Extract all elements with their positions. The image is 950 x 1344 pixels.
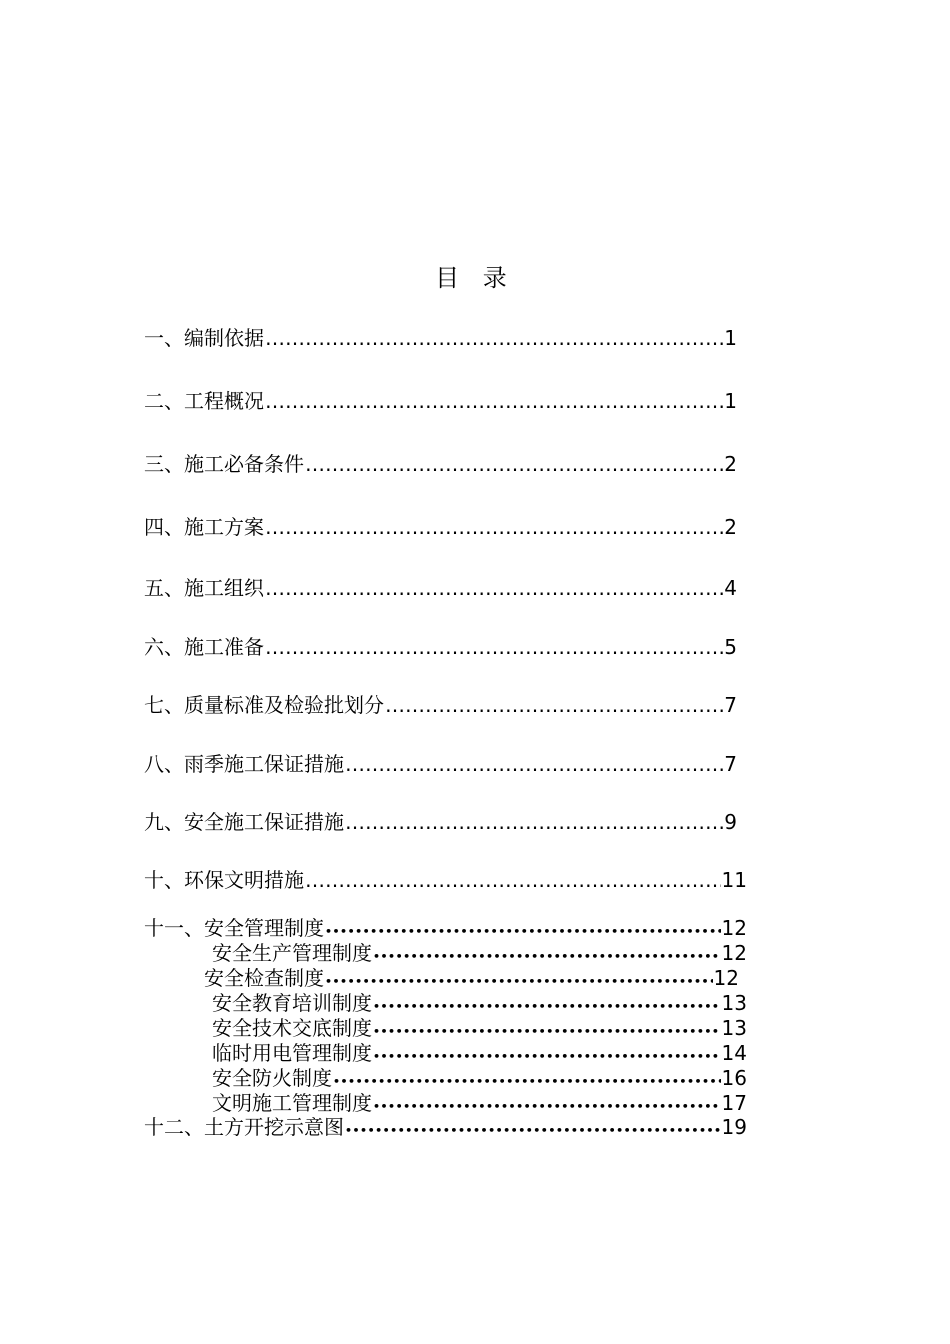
- toc-subentry[interactable]: [212, 1016, 747, 1041]
- toc-entry-text: 十二、土方开挖示意图: [144, 1115, 344, 1139]
- toc-subentry[interactable]: [212, 1066, 747, 1091]
- toc-entry[interactable]: [144, 574, 737, 602]
- toc-leader: [373, 991, 721, 1016]
- toc-leader: [265, 574, 723, 602]
- toc-page-number: 1: [724, 326, 737, 350]
- toc-entry-text: 八、雨季施工保证措施: [144, 752, 344, 776]
- toc-page-number: 12: [713, 966, 739, 990]
- toc-subentry[interactable]: [212, 1091, 747, 1116]
- toc-entry-text: 五、施工组织: [144, 576, 264, 600]
- toc-leader: [373, 941, 721, 966]
- toc-leader: [345, 1115, 721, 1140]
- toc-page-number: 2: [724, 452, 737, 476]
- toc-page-number: 9: [724, 810, 737, 834]
- toc-page-number: 13: [721, 991, 747, 1015]
- toc-entry-text: 七、质量标准及检验批划分: [144, 693, 384, 717]
- toc-page-number: 5: [724, 635, 737, 659]
- toc-page-number: 19: [721, 1115, 747, 1139]
- toc-page-number: 16: [721, 1066, 747, 1090]
- toc-leader: [265, 324, 723, 352]
- toc-subentry[interactable]: [204, 966, 739, 991]
- toc-leader: [265, 633, 723, 661]
- toc-entry[interactable]: [144, 513, 737, 541]
- toc-entry-text: 安全检查制度: [204, 966, 324, 990]
- toc-page-number: 12: [721, 941, 747, 965]
- toc-leader: [265, 513, 723, 541]
- toc-entry[interactable]: [144, 450, 737, 478]
- toc-leader: [373, 1016, 721, 1041]
- toc-leader: [325, 966, 713, 991]
- toc-page-number: 14: [721, 1041, 747, 1065]
- toc-entry-text: 九、安全施工保证措施: [144, 810, 344, 834]
- toc-entry-text: 安全教育培训制度: [212, 991, 372, 1015]
- toc-entry[interactable]: [144, 916, 747, 941]
- toc-leader: [305, 450, 723, 478]
- toc-entry-text: 临时用电管理制度: [212, 1041, 372, 1065]
- toc-leader: [325, 916, 721, 941]
- toc-entry-text: 四、施工方案: [144, 515, 264, 539]
- toc-entry[interactable]: [144, 691, 737, 719]
- toc-entry[interactable]: [144, 750, 737, 778]
- toc-entry-text: 安全防火制度: [212, 1066, 332, 1090]
- toc-leader: [385, 691, 723, 719]
- toc-entry[interactable]: [144, 1115, 747, 1140]
- toc-leader: [373, 1091, 721, 1116]
- toc-entry-text: 六、施工准备: [144, 635, 264, 659]
- toc-page-number: 12: [721, 916, 747, 940]
- toc-entry[interactable]: [144, 633, 737, 661]
- toc-leader: [265, 387, 723, 415]
- toc-leader: [345, 750, 723, 778]
- toc-page-number: 4: [724, 576, 737, 600]
- toc-leader: [345, 808, 723, 836]
- toc-page-number: 7: [724, 693, 737, 717]
- toc-leader: [305, 866, 721, 894]
- toc-page-number: 17: [721, 1091, 747, 1115]
- toc-entry-text: 十一、安全管理制度: [144, 916, 324, 940]
- toc-subentry[interactable]: [212, 941, 747, 966]
- toc-entry-text: 安全技术交底制度: [212, 1016, 372, 1040]
- toc-page-number: 1: [724, 389, 737, 413]
- toc-title: 目 录: [435, 264, 515, 292]
- toc-leader: [373, 1041, 721, 1066]
- toc-page-number: 2: [724, 515, 737, 539]
- toc-entry[interactable]: [144, 324, 737, 352]
- toc-page-number: 13: [721, 1016, 747, 1040]
- toc-subentry[interactable]: [212, 1041, 747, 1066]
- toc-page-number: 11: [721, 868, 747, 892]
- toc-entry-text: 安全生产管理制度: [212, 941, 372, 965]
- toc-entry-text: 十、环保文明措施: [144, 868, 304, 892]
- toc-entry-text: 三、施工必备条件: [144, 452, 304, 476]
- toc-subentry[interactable]: [212, 991, 747, 1016]
- toc-entry-text: 文明施工管理制度: [212, 1091, 372, 1115]
- toc-entry[interactable]: [144, 387, 737, 415]
- toc-page-number: 7: [724, 752, 737, 776]
- toc-entry-text: 二、工程概况: [144, 389, 264, 413]
- toc-leader: [333, 1066, 721, 1091]
- toc-entry-text: 一、编制依据: [144, 326, 264, 350]
- toc-entry[interactable]: [144, 866, 747, 894]
- toc-entry[interactable]: [144, 808, 737, 836]
